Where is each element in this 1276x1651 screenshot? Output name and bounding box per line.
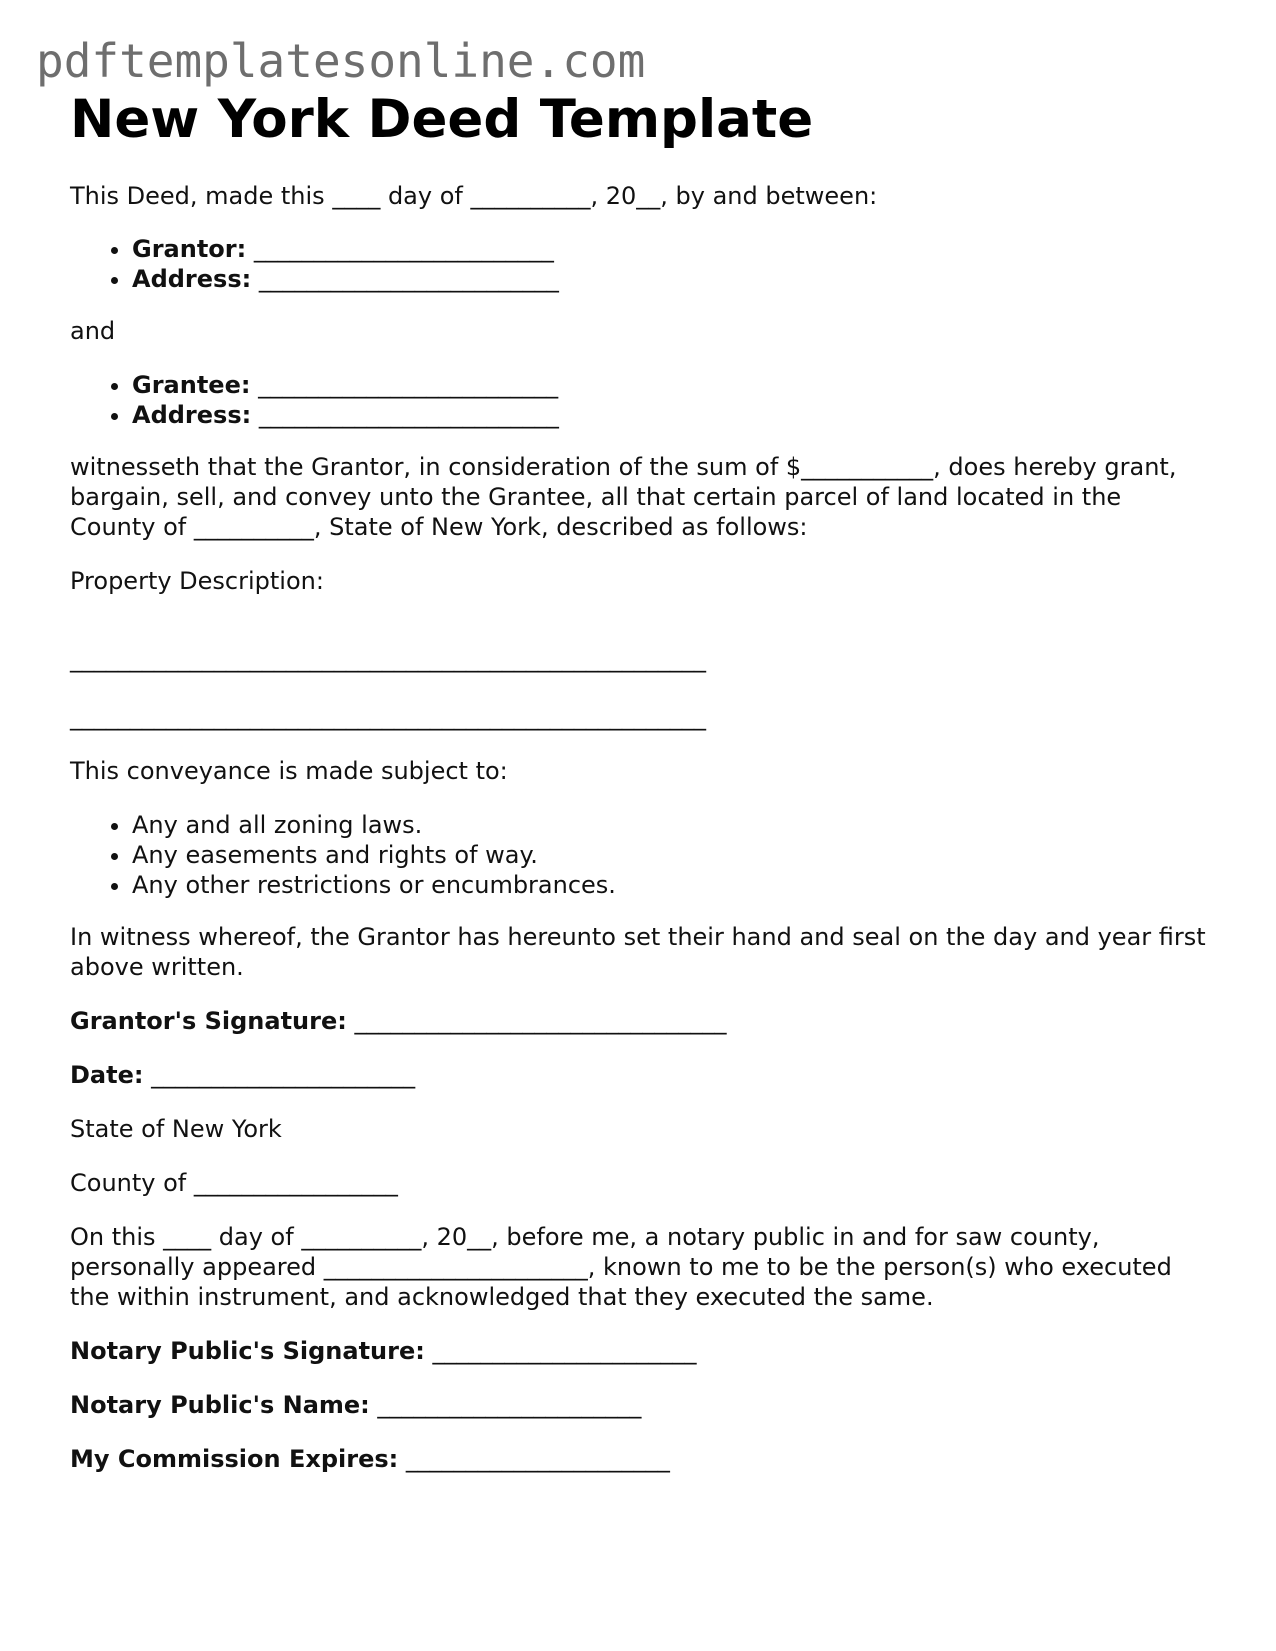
- date-line: [70, 1060, 1210, 1090]
- notary-name-label: Notary Public's Name:: [70, 1391, 370, 1419]
- subject-item: • Any other restrictions or encumbrances.: [132, 870, 1210, 900]
- grantee-address-blank: _________________________: [258, 401, 559, 429]
- grantor-address-blank: _________________________: [258, 265, 559, 293]
- notary-name-blank: ______________________: [377, 1391, 642, 1419]
- date-label: Date:: [70, 1061, 144, 1089]
- deed-document: [70, 88, 1210, 1498]
- grantor-label: Grantor:: [132, 235, 247, 263]
- grantee-label: Grantee:: [132, 371, 251, 399]
- commission-expires-blank: ______________________: [405, 1445, 670, 1473]
- grantor-address-label: Address:: [132, 265, 252, 293]
- grantee-blank: _________________________: [258, 371, 559, 399]
- state-text: State of New York: [70, 1115, 282, 1143]
- subject-item: • Any and all zoning laws.: [132, 810, 1210, 840]
- notary-paragraph: On this ____ day of __________, 20__, before me, a notary public in and for saw county, personally appeared ______________________, known to me to be the person(s) who executed the within instrument, and acknowledged that they executed the same.: [70, 1223, 1172, 1311]
- subject-intro: This conveyance is made subject to:: [70, 757, 508, 785]
- notary-name-line: [70, 1390, 1210, 1420]
- watermark: pdftemplatesonline.com: [36, 34, 646, 88]
- grantor-address-item: [132, 264, 1210, 294]
- witness-whereof-paragraph: In witness whereof, the Grantor has hereunto set their hand and seal on the day and year first above written.: [70, 923, 1206, 981]
- county-text: County of _________________: [70, 1169, 398, 1197]
- grantor-signature-label: Grantor's Signature:: [70, 1007, 347, 1035]
- grantee-address-item: [132, 400, 1210, 430]
- property-line-2: _____________________________________________________: [70, 703, 706, 731]
- commission-expires-label: My Commission Expires:: [70, 1445, 399, 1473]
- and-text: and: [70, 317, 116, 345]
- date-blank: ______________________: [151, 1061, 416, 1089]
- intro-paragraph: This Deed, made this ____ day of __________, 20__, by and between:: [70, 182, 878, 210]
- property-line-1: _____________________________________________________: [70, 645, 706, 673]
- commission-expires-line: [70, 1444, 1210, 1474]
- notary-signature-blank: ______________________: [432, 1337, 697, 1365]
- property-description-label: Property Description:: [70, 567, 324, 595]
- notary-signature-label: Notary Public's Signature:: [70, 1337, 425, 1365]
- grantee-address-label: Address:: [132, 401, 252, 429]
- subject-list: [70, 810, 1210, 900]
- grantor-signature-blank: _______________________________: [354, 1007, 727, 1035]
- grantee-list: [70, 370, 1210, 430]
- notary-signature-line: [70, 1336, 1210, 1366]
- document-title: New York Deed Template: [70, 89, 814, 150]
- grantor-item: [132, 234, 1210, 264]
- grantor-list: [70, 234, 1210, 294]
- grantor-blank: _________________________: [253, 235, 554, 263]
- grantor-signature-line: [70, 1006, 1210, 1036]
- witnesseth-paragraph: witnesseth that the Grantor, in consideration of the sum of $___________, does hereby grant, bargain, sell, and convey unto the Grantee, all that certain parcel of land located in the County of __________, State of New York, described as follows:: [70, 453, 1177, 541]
- grantee-item: [132, 370, 1210, 400]
- subject-item: • Any easements and rights of way.: [132, 840, 1210, 870]
